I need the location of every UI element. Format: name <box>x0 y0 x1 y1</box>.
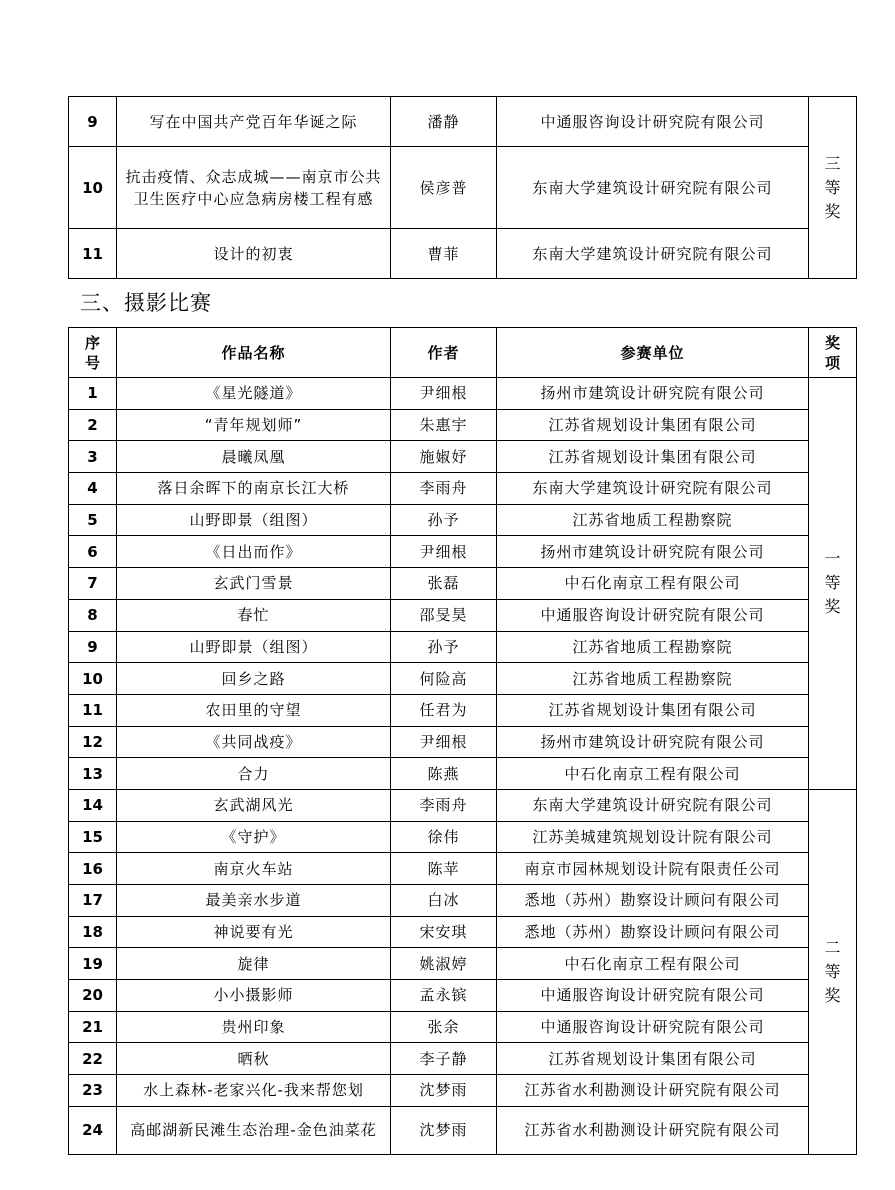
entry-unit: 南京市园林规划设计院有限责任公司 <box>497 853 809 885</box>
section-heading: 三、摄影比赛 <box>80 291 212 315</box>
work-title: 《星光隧道》 <box>117 378 391 410</box>
row-number: 13 <box>69 758 117 790</box>
header-unit: 参赛单位 <box>497 328 809 378</box>
table-row <box>69 536 857 568</box>
entry-unit: 中通服咨询设计研究院有限公司 <box>497 97 809 147</box>
row-number: 10 <box>69 147 117 229</box>
author-name: 李子静 <box>391 1043 497 1075</box>
row-number: 2 <box>69 409 117 441</box>
table-row <box>69 599 857 631</box>
author-name: 邵旻昊 <box>391 599 497 631</box>
work-title: 回乡之路 <box>117 663 391 695</box>
entry-unit: 江苏美城建筑规划设计院有限公司 <box>497 821 809 853</box>
work-title: 合力 <box>117 758 391 790</box>
award-table-photography-body <box>69 378 857 1155</box>
header-title: 作品名称 <box>117 328 391 378</box>
entry-unit: 悉地（苏州）勘察设计顾问有限公司 <box>497 916 809 948</box>
work-title: 春忙 <box>117 599 391 631</box>
work-title: 南京火车站 <box>117 853 391 885</box>
row-number: 17 <box>69 885 117 917</box>
table-row <box>69 663 857 695</box>
row-number: 3 <box>69 441 117 473</box>
work-title: “青年规划师” <box>117 409 391 441</box>
header-award: 奖项 <box>809 328 857 378</box>
entry-unit: 中通服咨询设计研究院有限公司 <box>497 1011 809 1043</box>
table-row <box>69 229 857 279</box>
award-table-photography <box>68 327 857 1155</box>
entry-unit: 中石化南京工程有限公司 <box>497 758 809 790</box>
work-title: 《共同战疫》 <box>117 726 391 758</box>
entry-unit: 江苏省水利勘测设计研究院有限公司 <box>497 1106 809 1154</box>
author-name: 侯彦普 <box>391 147 497 229</box>
work-title: 设计的初衷 <box>117 229 391 279</box>
entry-unit: 扬州市建筑设计研究院有限公司 <box>497 378 809 410</box>
entry-unit: 江苏省地质工程勘察院 <box>497 504 809 536</box>
table-row <box>69 1075 857 1107</box>
work-title: 贵州印象 <box>117 1011 391 1043</box>
entry-unit: 扬州市建筑设计研究院有限公司 <box>497 726 809 758</box>
work-title: 落日余晖下的南京长江大桥 <box>117 473 391 505</box>
row-number: 20 <box>69 980 117 1012</box>
table-row <box>69 726 857 758</box>
table-row <box>69 789 857 821</box>
row-number: 8 <box>69 599 117 631</box>
row-number: 23 <box>69 1075 117 1107</box>
work-title: 《守护》 <box>117 821 391 853</box>
row-number: 11 <box>69 694 117 726</box>
header-no: 序号 <box>69 328 117 378</box>
row-number: 12 <box>69 726 117 758</box>
author-name: 何险高 <box>391 663 497 695</box>
row-number: 21 <box>69 1011 117 1043</box>
entry-unit: 江苏省规划设计集团有限公司 <box>497 409 809 441</box>
entry-unit: 中石化南京工程有限公司 <box>497 568 809 600</box>
row-number: 7 <box>69 568 117 600</box>
work-title: 旋律 <box>117 948 391 980</box>
work-title: 小小摄影师 <box>117 980 391 1012</box>
table-row <box>69 694 857 726</box>
row-number: 15 <box>69 821 117 853</box>
award-level: 一等奖 <box>809 378 857 790</box>
author-name: 施婌妤 <box>391 441 497 473</box>
work-title: 玄武门雪景 <box>117 568 391 600</box>
author-name: 张磊 <box>391 568 497 600</box>
entry-unit: 中通服咨询设计研究院有限公司 <box>497 980 809 1012</box>
table-row <box>69 504 857 536</box>
table-row <box>69 568 857 600</box>
entry-unit: 悉地（苏州）勘察设计顾问有限公司 <box>497 885 809 917</box>
table-row <box>69 631 857 663</box>
work-title: 高邮湖新民滩生态治理-金色油菜花 <box>117 1106 391 1154</box>
table-row <box>69 980 857 1012</box>
table-row <box>69 758 857 790</box>
author-name: 宋安琪 <box>391 916 497 948</box>
author-name: 潘静 <box>391 97 497 147</box>
author-name: 尹细根 <box>391 536 497 568</box>
table-row <box>69 1011 857 1043</box>
table-header-row <box>69 328 857 378</box>
author-name: 孟永镔 <box>391 980 497 1012</box>
entry-unit: 江苏省水利勘测设计研究院有限公司 <box>497 1075 809 1107</box>
author-name: 张余 <box>391 1011 497 1043</box>
table-row <box>69 409 857 441</box>
table-row <box>69 1106 857 1154</box>
author-name: 尹细根 <box>391 378 497 410</box>
row-number: 22 <box>69 1043 117 1075</box>
work-title: 玄武湖风光 <box>117 789 391 821</box>
entry-unit: 江苏省地质工程勘察院 <box>497 631 809 663</box>
row-number: 10 <box>69 663 117 695</box>
author-name: 孙予 <box>391 504 497 536</box>
table-row <box>69 97 857 147</box>
entry-unit: 中通服咨询设计研究院有限公司 <box>497 599 809 631</box>
work-title: 农田里的守望 <box>117 694 391 726</box>
table-row <box>69 948 857 980</box>
award-table-prose <box>68 96 857 279</box>
row-number: 5 <box>69 504 117 536</box>
row-number: 4 <box>69 473 117 505</box>
award-table-prose-body <box>69 97 857 279</box>
row-number: 1 <box>69 378 117 410</box>
author-name: 尹细根 <box>391 726 497 758</box>
entry-unit: 扬州市建筑设计研究院有限公司 <box>497 536 809 568</box>
work-title: 写在中国共产党百年华诞之际 <box>117 97 391 147</box>
author-name: 李雨舟 <box>391 473 497 505</box>
table-row <box>69 147 857 229</box>
row-number: 18 <box>69 916 117 948</box>
award-level: 二等奖 <box>809 789 857 1154</box>
row-number: 24 <box>69 1106 117 1154</box>
table-row <box>69 441 857 473</box>
row-number: 9 <box>69 97 117 147</box>
row-number: 11 <box>69 229 117 279</box>
row-number: 14 <box>69 789 117 821</box>
table-row <box>69 916 857 948</box>
author-name: 孙予 <box>391 631 497 663</box>
work-title: 水上森林-老家兴化-我来帮您划 <box>117 1075 391 1107</box>
row-number: 6 <box>69 536 117 568</box>
work-title: 晒秋 <box>117 1043 391 1075</box>
entry-unit: 东南大学建筑设计研究院有限公司 <box>497 229 809 279</box>
work-title: 山野即景（组图） <box>117 631 391 663</box>
work-title: 晨曦凤凰 <box>117 441 391 473</box>
work-title: 抗击疫情、众志成城——南京市公共卫生医疗中心应急病房楼工程有感 <box>117 147 391 229</box>
header-author: 作者 <box>391 328 497 378</box>
work-title: 《日出而作》 <box>117 536 391 568</box>
table-row <box>69 821 857 853</box>
table-row <box>69 378 857 410</box>
author-name: 白冰 <box>391 885 497 917</box>
author-name: 沈梦雨 <box>391 1106 497 1154</box>
entry-unit: 东南大学建筑设计研究院有限公司 <box>497 789 809 821</box>
table-row <box>69 885 857 917</box>
author-name: 徐伟 <box>391 821 497 853</box>
work-title: 山野即景（组图） <box>117 504 391 536</box>
author-name: 曹菲 <box>391 229 497 279</box>
author-name: 沈梦雨 <box>391 1075 497 1107</box>
entry-unit: 东南大学建筑设计研究院有限公司 <box>497 147 809 229</box>
row-number: 9 <box>69 631 117 663</box>
author-name: 任君为 <box>391 694 497 726</box>
author-name: 姚淑婷 <box>391 948 497 980</box>
table-row <box>69 853 857 885</box>
author-name: 朱惠宇 <box>391 409 497 441</box>
work-title: 神说要有光 <box>117 916 391 948</box>
entry-unit: 江苏省地质工程勘察院 <box>497 663 809 695</box>
entry-unit: 江苏省规划设计集团有限公司 <box>497 1043 809 1075</box>
author-name: 陈苹 <box>391 853 497 885</box>
entry-unit: 江苏省规划设计集团有限公司 <box>497 441 809 473</box>
entry-unit: 东南大学建筑设计研究院有限公司 <box>497 473 809 505</box>
author-name: 陈燕 <box>391 758 497 790</box>
work-title: 最美亲水步道 <box>117 885 391 917</box>
table-row <box>69 473 857 505</box>
entry-unit: 江苏省规划设计集团有限公司 <box>497 694 809 726</box>
award-level: 三等奖 <box>809 97 857 279</box>
author-name: 李雨舟 <box>391 789 497 821</box>
row-number: 19 <box>69 948 117 980</box>
row-number: 16 <box>69 853 117 885</box>
table-row <box>69 1043 857 1075</box>
entry-unit: 中石化南京工程有限公司 <box>497 948 809 980</box>
